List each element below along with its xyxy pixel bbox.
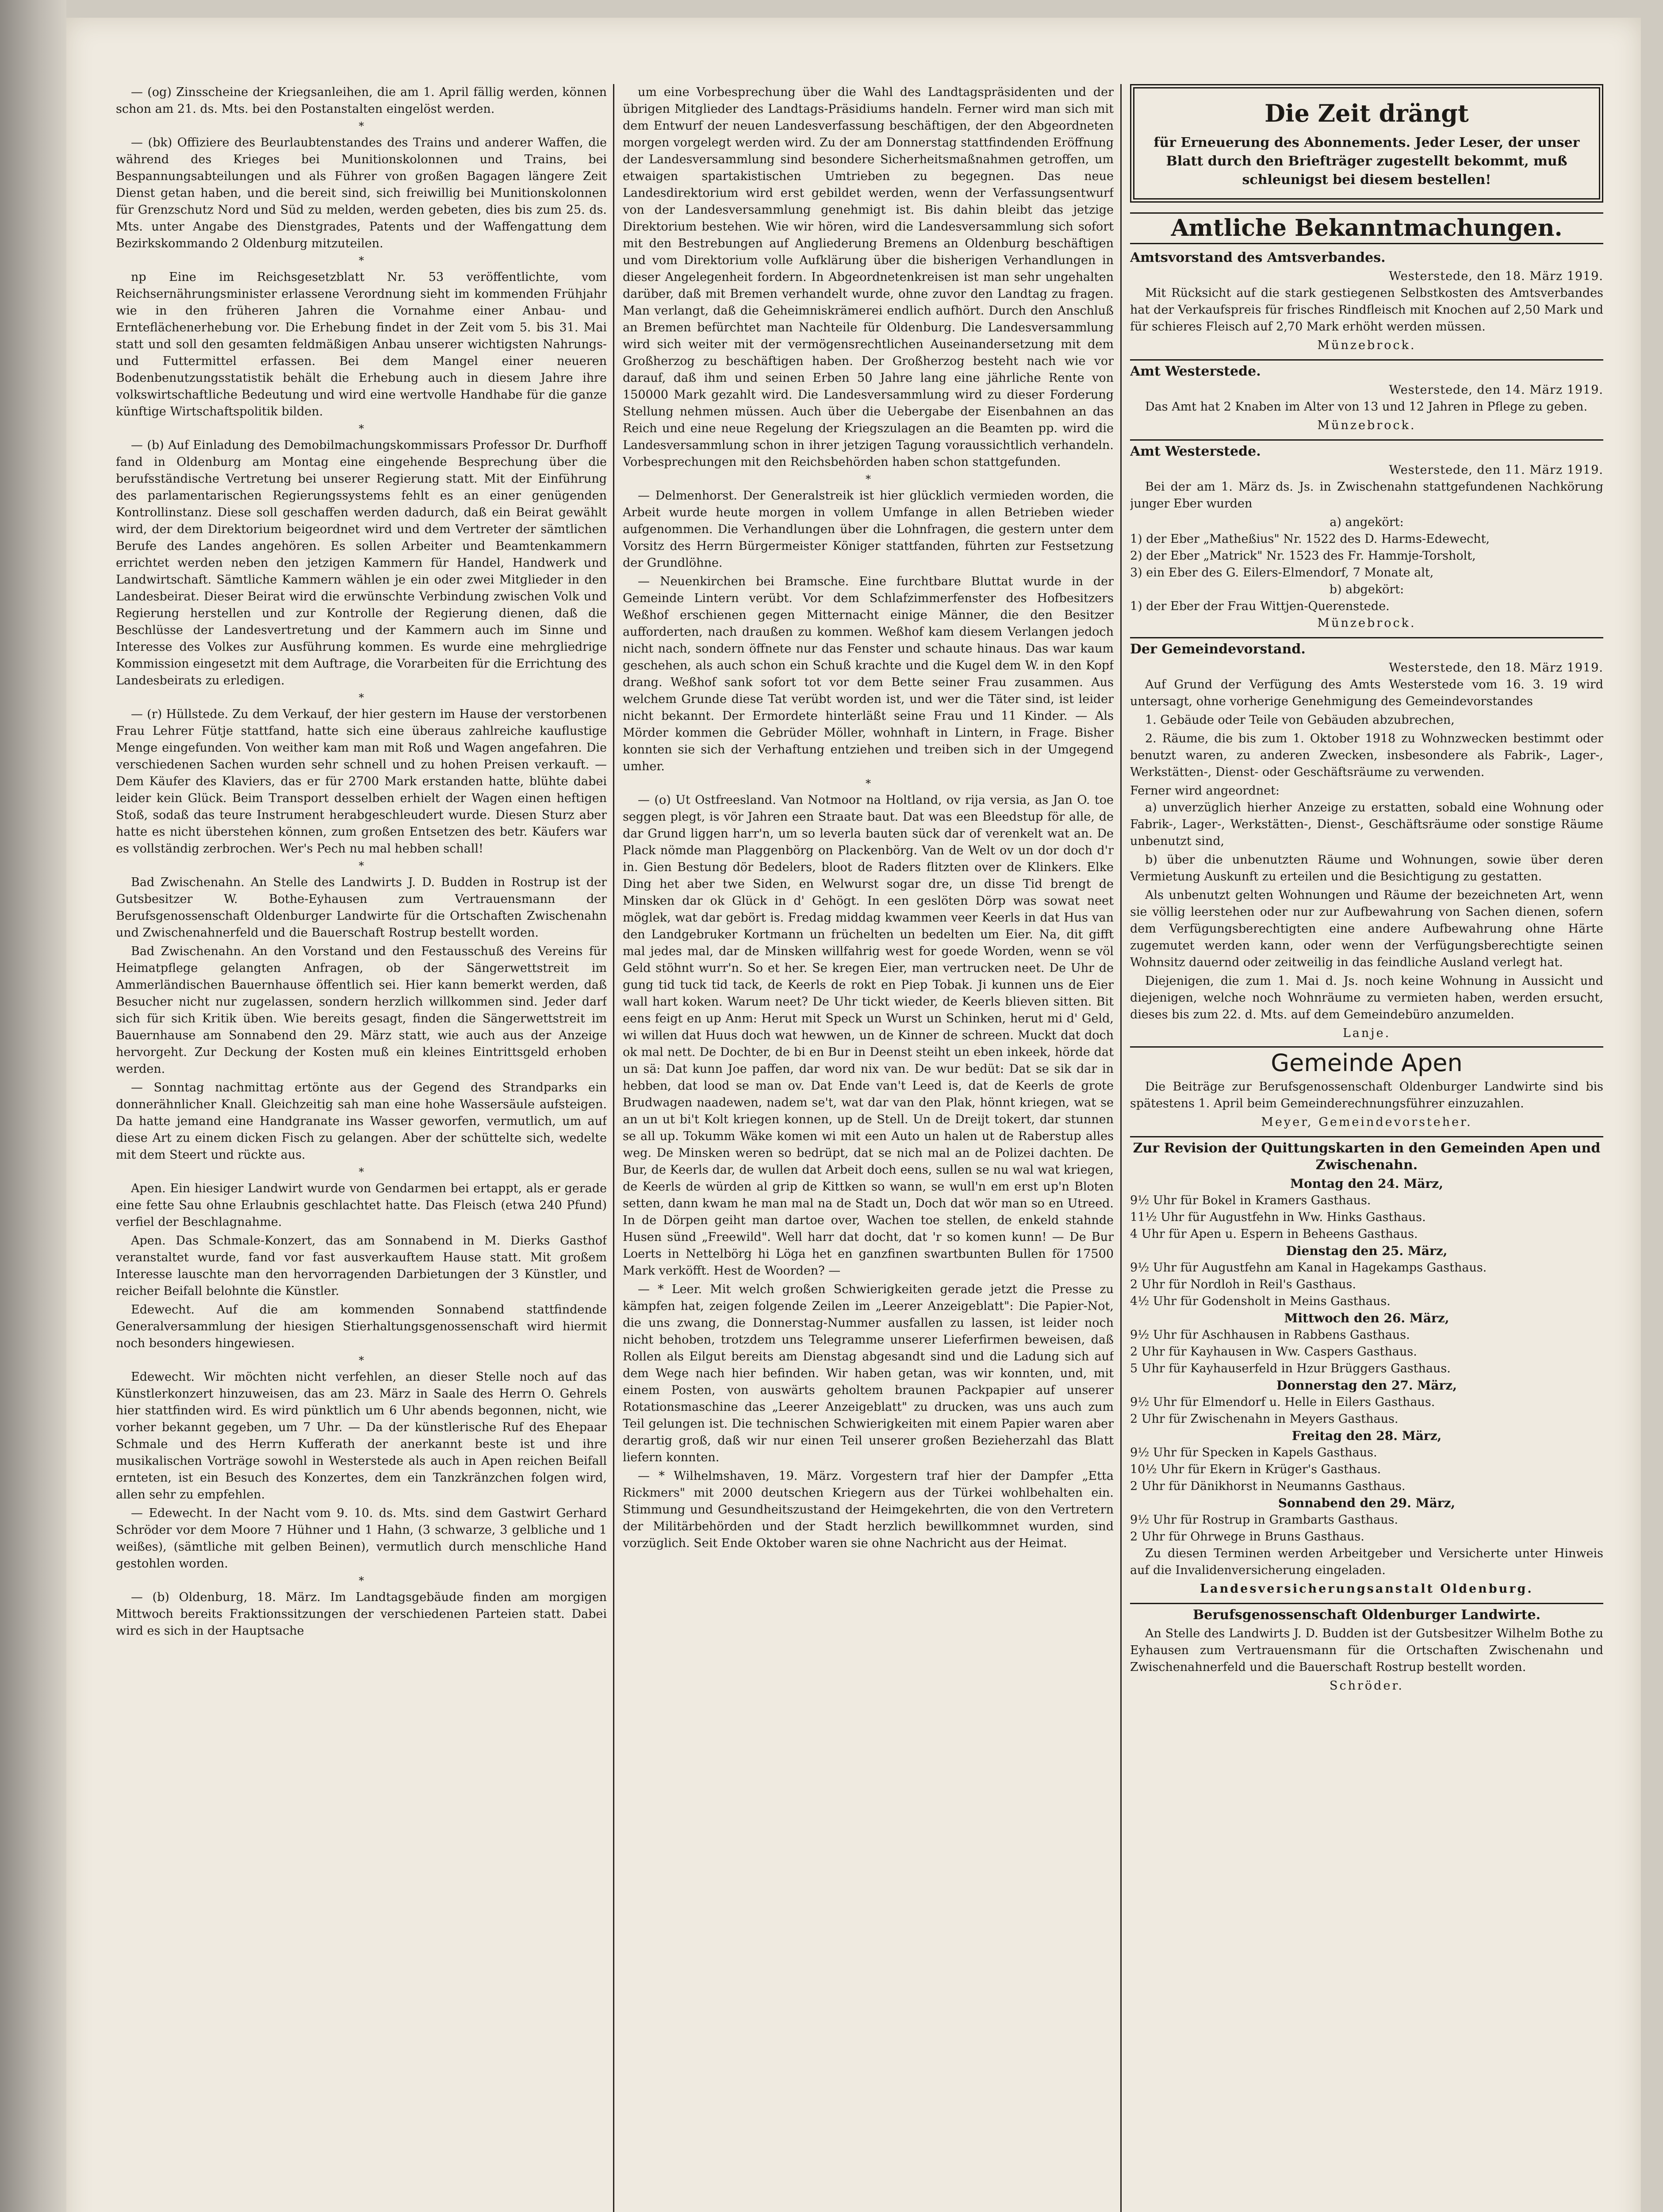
separator-asterisk: * (359, 120, 364, 132)
notice-item: a) angekört: (1330, 515, 1404, 529)
revision-day-title: Sonnabend den 29. März, (1278, 1496, 1456, 1510)
revision-line: 2 Uhr für Ohrwege in Bruns Gasthaus. (1130, 1530, 1364, 1544)
revision-line: 4½ Uhr für Godensholt in Meins Gasthaus. (1130, 1294, 1391, 1308)
column-3 (1130, 84, 1603, 2212)
revision-day-title: Mittwoch den 26. März, (1284, 1311, 1449, 1325)
separator-asterisk: * (866, 473, 871, 485)
notice-dateline: Westerstede, den 11. März 1919. (1389, 463, 1603, 477)
column-rule (1120, 84, 1122, 2212)
revision-day-title: Montag den 24. März, (1290, 1176, 1443, 1191)
berufsgenossenschaft-signature: Schröder. (1330, 1679, 1404, 1693)
article: Bad Zwischenahn. An den Vorstand und den Festausschuß des Vereins für Heimatpflege gelangten Anfragen, ob der Sängerwettstreit im Ammerländischen Bauernhause öffentlich sei. Hier kann bemerkt werden, daß Besucher nicht nur zugelassen, sondern herzlich willkommen sind. Jeder darf sich für sich Kritik üben. Wie bereits gesagt, finden die Sängerwettstreit im Bauernhause am Sonnabend den 29. März statt, wie auch aus der Anzeige hervorgeht. Zur Deckung der Kosten muß ein kleines Eintrittsgeld erhoben werden. (116, 945, 607, 1076)
notice-authority: Amtsvorstand des Amtsverbandes. (1130, 250, 1386, 265)
revision-line: 9½ Uhr für Rostrup in Grambarts Gasthaus. (1130, 1513, 1398, 1527)
notice-item: b) über die unbenutzten Räume und Wohnungen, sowie über deren Vermietung Auskunft zu erteilen und die Besichtigung zu gestatten. (1130, 853, 1603, 883)
notice-item: 1) der Eber „Matheßius" Nr. 1522 des D. Harms-Edewecht, (1130, 532, 1490, 546)
revision-day (1130, 1377, 1603, 1428)
column-2 (623, 84, 1114, 2212)
revision-signature: Landesversicherungsanstalt Oldenburg. (1200, 1582, 1533, 1596)
notice-signature: Münzebrock. (1317, 419, 1416, 432)
separator-asterisk: * (359, 691, 364, 704)
revision-line: 2 Uhr für Dänikhorst in Neumanns Gasthaus. (1130, 1479, 1406, 1493)
revision-line: 2 Uhr für Zwischenahn in Meyers Gasthaus. (1130, 1412, 1399, 1426)
separator-asterisk: * (359, 1575, 364, 1587)
revision-line: 9½ Uhr für Specken in Kapels Gasthaus. (1130, 1446, 1377, 1459)
article: Edewecht. Wir möchten nicht verfehlen, an dieser Stelle noch auf das Künstlerkonzert hinzuweisen, das am 23. März in Saale des Herrn O. Gehrels hier stattfinden wird. Es wird pünktlich um 6 Uhr abends begonnen, nicht, wie vorher bekannt gegeben, um 7 Uhr. — Da der künstlerische Ruf des Ehepaar Schmale und des Herrn Kufferath der anerkannt beste ist und ihre musikalischen Vorträge sowohl in Westerstede als auch in Apen reichen Beifall ernteten, ist ein Besuch des Konzertes, dem ein Tanzkränzchen folgen wird, allen sehr zu empfehlen. (116, 1370, 607, 1502)
revision-note: Zu diesen Terminen werden Arbeitgeber und Versicherte unter Hinweis auf die Invalidenversicherung eingeladen. (1130, 1547, 1603, 1577)
article: Bad Zwischenahn. An Stelle des Landwirts J. D. Budden in Rostrup ist der Gutsbesitzer W. Bothe-Eyhausen zum Vertrauensmann der Berufsgenossenschaft Oldenburger Landwirte für die Ortschaften Zwischenahn und Zwischenahnerfeld und die Bauerschaft Rostrup bestellt worden. (116, 876, 607, 940)
revision-line: 10½ Uhr für Ekern in Krüger's Gasthaus. (1130, 1463, 1381, 1476)
notice-body: Das Amt hat 2 Knaben im Alter von 13 und 12 Jahren in Pflege zu geben. (1145, 400, 1588, 414)
revision-line: 9½ Uhr für Bokel in Kramers Gasthaus. (1130, 1194, 1371, 1207)
revision-day-title: Donnerstag den 27. März, (1276, 1378, 1457, 1393)
notice-item: 1) der Eber der Frau Wittjen-Querenstede. (1130, 599, 1390, 613)
revision-day (1130, 1243, 1603, 1310)
notice-dateline: Westerstede, den 14. März 1919. (1389, 383, 1603, 397)
gemeinde-apen-heading: Gemeinde Apen (1130, 1046, 1603, 1079)
revision-line: 2 Uhr für Kayhausen in Ww. Caspers Gasthaus. (1130, 1345, 1417, 1359)
notice-item: 1. Gebäude oder Teile von Gebäuden abzubrechen, (1145, 713, 1455, 727)
notice-authority: Amt Westerstede. (1130, 439, 1603, 460)
notice-item: Diejenigen, die zum 1. Mai d. Js. noch keine Wohnung in Aussicht und diejenigen, welche noch Wohnräume zu vermieten haben, werden ersucht, dieses bis zum 22. d. Mts. auf dem Gemeindebüro anzumelden. (1130, 974, 1603, 1022)
revision-line: 4 Uhr für Apen u. Espern in Beheens Gasthaus. (1130, 1227, 1418, 1241)
notice-body: Bei der am 1. März ds. Js. in Zwischenahn stattgefundenen Nachkörung junger Eber wurden (1130, 480, 1603, 511)
notice-body: Mit Rücksicht auf die stark gestiegenen Selbstkosten des Amtsverbandes hat der Verkaufspreis für frisches Rindfleisch mit Knochen auf 2,50 Mark und für schieres Fleisch auf 2,70 Mark erhöht werden müssen. (1130, 286, 1603, 334)
revision-line: 9½ Uhr für Elmendorf u. Helle in Eilers Gasthaus. (1130, 1395, 1435, 1409)
article: np Eine im Reichsgesetzblatt Nr. 53 veröffentlichte, vom Reichsernährungsminister erlassene Verordnung sieht im kommenden Frühjahr wie in den früheren Jahren die Vornahme einer Anbau- und Ernteflächenerhebung vor. Die Erhebung findet in der Zeit vom 5. bis 31. Mai statt und soll den gesamten feldmäßigen Anbau unserer wichtigsten Nahrungs- und Futtermittel erfassen. Bei dem Mangel einer neueren Bodenbenutzungsstatistik behält die Erhebung auch in diesem Jahre ihre volkswirtschaftliche Bedeutung und wird eine wertvolle Handhabe für die ganze künftige Wirtschaftspolitik bilden. (116, 270, 607, 419)
official-announcements-heading: Amtliche Bekanntmachungen. (1130, 212, 1603, 244)
gemeinde-apen-body: Die Beiträge zur Berufsgenossenschaft Oldenburger Landwirte sind bis spätestens 1. April beim Gemeinderechnungsführer einzuzahlen. (1130, 1080, 1603, 1110)
official-notice (1130, 359, 1603, 434)
notice-dateline: Westerstede, den 18. März 1919. (1389, 269, 1603, 283)
article: Apen. Ein hiesiger Landwirt wurde von Gendarmen bei ertappt, als er gerade eine fette Sau ohne Erlaubnis geschlachtet hatte. Das Fleisch (etwa 240 Pfund) verfiel der Beschlagnahme. (116, 1182, 607, 1229)
separator-asterisk: * (359, 254, 364, 267)
notice-authority: Amt Westerstede. (1130, 359, 1603, 380)
notice-signature: Münzebrock. (1317, 616, 1416, 630)
notice-item: Als unbenutzt gelten Wohnungen und Räume der bezeichneten Art, wenn sie völlig leerstehen oder nur zur Aufbewahrung von Sachen dienen, sofern dem Verfügungsberechtigten eine andere Aufbewahrung ohne Härte zugemutet werden kann, oder wenn der Verfügungsberechtigte seinen Wohnsitz dauernd oder zeitweilig in das feindliche Ausland verlegt hat. (1130, 888, 1603, 969)
article: Apen. Das Schmale-Konzert, das am Sonnabend in M. Dierks Gasthof veranstaltet wurde, fand vor fast ausverkauftem Hause statt. Mit großem Interesse lauschte man den hervorragenden Darbietungen der 3 Künstler, und reicher Beifall belohnte die Künstler. (116, 1234, 607, 1298)
revision-day (1130, 1175, 1603, 1243)
article: — (b) Auf Einladung des Demobilmachungskommissars Professor Dr. Durfhoff fand in Oldenburg am Montag eine eingehende Besprechung über die berufsständische Vertretung bei unserer Regierung statt. Mit der Einführung des parlamentarischen Regierungssystems fehlt es an einer genügenden Kontrollinstanz. Diese soll geschaffen werden dadurch, daß ein Beirat gewählt wird, der dem Direktorium beigeordnet wird und dem Vertreter der sämtlichen Berufe des Landes angehören. Es sollen Arbeiter und Beamtenkammern errichtet werden neben den jetzigen Kammern für Handel, Handwerk und Landwirtschaft. Sämtliche Kammern wählen je ein oder zwei Mitglieder in den Landesbeirat. Dieser Beirat wird die erwünschte Verbindung zwischen Volk und Regierung herstellen und zur Kontrolle der Regierung dienen, daß die Beschlüsse der Landesvertretung und der Kammern auch im Sinne und Interesse des Volkes zur Ausführung kommen. Es wurde eine mehrgliedrige Kommission eingesetzt mit dem Auftrage, die Vorarbeiten für die Errichtung des Landesbeirats zu erledigen. (116, 438, 607, 687)
book-binding-edge (0, 0, 66, 2212)
article: — Neuenkirchen bei Bramsche. Eine furchtbare Bluttat wurde in der Gemeinde Lintern verübt. Vor dem Schlafzimmerfenster des Hofbesitzers Weßhof erschienen gegen Mitternacht einige Männer, die den Besitzer aufforderten, nach draußen zu kommen. Weßhof kam diesem Verlangen jedoch nicht nach, sondern öffnete nur das Fenster und schaute hinaus. Das war kaum geschehen, als auch schon ein Schuß krachte und die Kugel dem W. in den Kopf drang. Weßhof sank sofort tot vor dem Bette seiner Frau zusammen. Aus welchem Grunde diese Tat verübt worden ist, und wer die Täter sind, ist leider nicht bekannt. Der Ermordete hinterläßt seine Frau und 11 Kinder. — Als Mörder kommen die Gebrüder Möller, wohnhaft in Lintern, in Frage. Bisher konnten sie sich der Verhaftung entziehen und treiben sich in der Umgegend umher. (623, 575, 1114, 773)
separator-asterisk: * (359, 422, 364, 435)
revision-day-title: Freitag den 28. März, (1291, 1429, 1442, 1443)
notice-item: 2) der Eber „Matrick" Nr. 1523 des Fr. Hammje-Torsholt, (1130, 549, 1476, 563)
article: — * Leer. Mit welch großen Schwierigkeiten gerade jetzt die Presse zu kämpfen hat, zeigen folgende Zeilen im „Leerer Anzeigeblatt": Die Papier-Not, die uns zwang, die Donnerstag-Nummer ausfallen zu lassen, ist leider noch nicht behoben, trotzdem uns Telegramme unserer Lieferfirmen beweisen, daß Rollen als Eilgut bereits am Dienstag abgesandt sind und die Ladung sich auf dem Wege nach hier befinden. Wir haben getan, was wir konnten, und, mit einem Posten, von auswärts geholtem braunen Packpapier auf unserer Rotationsmaschine das „Leerer Anzeigeblatt" zu drucken, was uns auch zum Teil gelungen ist. Die technischen Schwierigkeiten mit einem Papier waren aber derartig groß, daß wir nur einen Teil unserer großen Bezieherzahl das Blatt liefern konnten. (623, 1283, 1114, 1464)
revision-day (1130, 1428, 1603, 1495)
article: — (r) Hüllstede. Zu dem Verkauf, der hier gestern im Hause der verstorbenen Frau Lehrer Fütje stattfand, hatte sich eine überaus zahlreiche kauflustige Menge eingefunden. Von weither kam man mit Roß und Wagen angefahren. Die verschiedenen Sachen wurden sehr schnell und zu hohen Preisen verkauft. — Dem Käufer des Klaviers, das er für 2700 Mark erstanden hatte, blühte dabei leider kein Glück. Beim Transport desselben erhielt der Wagen einen heftigen Stoß, sodaß das teure Instrument herabgeschleudert wurde. Diesen Sturz aber hatte es nicht überstehen können, zum großen Entsetzen des betr. Käufers war es vollständig zerbrochen. Wer's Pech nu mal hebben schall! (116, 707, 607, 856)
article: — Edewecht. In der Nacht vom 9. 10. ds. Mts. sind dem Gastwirt Gerhard Schröder vor dem Moore 7 Hühner und 1 Hahn, (3 schwarze, 3 gelbliche und 1 weißes), (sämtliche mit gelben Beinen), vermutlich durch menschliche Hand gestohlen worden. (116, 1506, 607, 1571)
separator-asterisk: * (359, 860, 364, 872)
separator-asterisk: * (359, 1166, 364, 1178)
notice-text: für Erneuerung des Abonnements. Jeder Leser, der unser Blatt durch den Briefträger zugestellt bekommt, muß schleunigst bei diesem bestellen! (1153, 135, 1580, 188)
notice-item: a) unverzüglich hierher Anzeige zu erstatten, sobald eine Wohnung oder Fabrik-, Lager-, Werkstätten-, Dienst-, Geschäftsräume oder sonstige Räume unbenutzt sind, (1130, 801, 1603, 848)
berufsgenossenschaft-heading: Berufsgenossenschaft Oldenburger Landwirte. (1130, 1603, 1603, 1624)
revision-day-title: Dienstag den 25. März, (1286, 1244, 1448, 1258)
article: — (bk) Offiziere des Beurlaubtenstandes des Trains und anderer Waffen, die während des Krieges bei Munitionskolonnen und Trains, bei Bespannungsabteilungen und als Führer von großen Bagagen längere Zeit Dienst getan haben, und die bereit sind, sich freiwillig bei Munitionskolonnen für Grenzschutz Nord und Süd zu melden, werden gebeten, dies bis zum 25. ds. Mts. unter Angabe des Dienstgrades, Patents und der Waffengattung dem Bezirkskommando 2 Oldenburg mitzuteilen. (116, 136, 607, 250)
gemeinde-apen-signature: Meyer, Gemeindevorsteher. (1261, 1115, 1472, 1129)
notice-signature: Lanje. (1342, 1026, 1391, 1040)
official-notice (1130, 439, 1603, 632)
article: — Sonntag nachmittag ertönte aus der Gegend des Strandparks ein donnerähnlicher Knall. Gleichzeitig sah man eine hohe Wassersäule aufsteigen. Da hatte jemand eine Handgranate ins Wasser geworfen, vermutlich, um auf diese Art zu einem dicken Fisch zu gelangen. Aber der schüttelte sich, wedelte mit dem Steert und rückte aus. (116, 1081, 607, 1162)
official-notice (1130, 250, 1603, 354)
revision-day (1130, 1495, 1603, 1545)
article: Edewecht. Auf die am kommenden Sonnabend stattfindende Generalversammlung der hiesigen Stierhaltungsgenossenschaft wird hiermit noch besonders hingewiesen. (116, 1303, 607, 1350)
notice-item: 2. Räume, die bis zum 1. Oktober 1918 zu Wohnzwecken bestimmt oder benutzt waren, zu anderen Zwecken, insbesondere als Fabrik-, Lager-, Werkstätten-, Dienst- oder Geschäftsräume zu verwenden. (1130, 732, 1603, 779)
notice-title: Die Zeit drängt (1264, 99, 1469, 127)
revision-line: 5 Uhr für Kayhauserfeld in Hzur Brüggers Gasthaus. (1130, 1362, 1451, 1375)
notice-item: b) abgekört: (1329, 583, 1404, 596)
official-notice (1130, 637, 1603, 1042)
notice-dateline: Westerstede, den 18. März 1919. (1389, 661, 1603, 675)
berufsgenossenschaft-body: An Stelle des Landwirts J. D. Budden ist der Gutsbesitzer Wilhelm Bothe zu Eyhausen zum Vertrauensmann für die Ortschaften Zwischenahn und Zwischenahnerfeld und die Bauerschaft Rostrup bestellt worden. (1130, 1627, 1603, 1674)
notice-body: Auf Grund der Verfügung des Amts Westerstede vom 16. 3. 19 wird untersagt, ohne vorherige Genehmigung des Gemeindevorstandes (1130, 678, 1603, 708)
article: — (o) Ut Ostfreesland. Van Notmoor na Holtland, ov rija versia, as Jan O. toe seggen plegt, is vör Jahren een Straate baut. Dat was een Bleedstup för alle, de dar Grund liggen harr'n, um so leverla bauten sück dar of verenkelt wat an. De Plack nömde man Plaggenbörg on Plackenbörg. Van de Welt ov un dor doch d'r in. Gien Bestung dör Bedelers, bloot de Raders flitzten over de Klinkers. Elke Ding het aber twe Siden, en Welwurst sogar dre, un disse Tid brengt de Minsken dar ok Glück in d' Gehögt. In een geslöten Dörp was sowat neet möglek, wat dar gebört is. Fredag middag kwammen veer Keerls in dat Hus van den Landgebruker Kortmann un früchelten un bedelten um Eier. Na, dit gifft mal jedes mal, dar de Minsken willfahrig west for goede Worden, wenn se völ Geld stöhnt wurr'n. So et her. Se kregen Eier, man vertrucken neet. De Uhr de gung tid tuck tid tack, de Keerls de rokt en Piep Tobak. Ji kunnen uns de Eier wall hart koken. Warum neet? De Uhr tickt wieder, de Keerls blieven sitten. Bit eens feigt en up Anm: Herut mit Speck un Wurst un Schinken, herut mi d' Geld, wi willen dat Huus doch wat hewwen, un de Kinner de schreen. Muckt dat doch ok mal nett. De Dochter, de bi en Bur in Deenst steiht un eben inkeek, hörde dat un sä: Dat kunn Joe paffen, dar word nix van. De wur bedüt: Dat se sik dar in hebben, dat lood se man ov. Dat Ende van't Leed is, dat de Keerls de grote Brudwagen naadewen, nadem se't, wat dar van den Plak, hönnt kriegen, wat se an un ut bi't Kolt kriegen konnen, up de Stell. Un de Dreijt tokert, dar stunnen se all up. Tokumm Wäke komen wi mit een Auto un halen ut de Raberstup alles weg. De Minsken weren so bedrüpt, dat se nich mal an de Polizei dachten. De Bur, de Keerls dar, de wullen dat Arbeit doch eens, sullen se nu wal wat kriegen, de Keerls de würden al grip de Kittken so wann, se wull'n em erst up'n Bloten setten, dann kwam he man mal na de Stadt un, Doch dat wör man so en Utreed. In de Dörpen geiht man dartoe over, Wachen toe stellen, de enkeld stahnde Husen sünd „Freewild". Well harr dat docht, dat 'r so komen kunn! — De Bur Loerts in Nettelbörg hi Löga het en ganzfinen swartbunten Bullen för 17500 Mark verköfft. Hest de Woorden? — (623, 793, 1114, 1278)
revision-day (1130, 1310, 1603, 1377)
column-rule (613, 84, 614, 2212)
notice-authority: Der Gemeindevorstand. (1130, 637, 1603, 658)
notice-item: Ferner wird angeordnet: (1130, 784, 1280, 798)
article: um eine Vorbesprechung über die Wahl des Landtagspräsidenten und der übrigen Mitglieder des Landtags-Präsidiums handeln. Ferner wird man sich mit dem Entwurf der neuen Landesverfassung beschäftigen, der den Abgeordneten morgen vorgelegt werden wird. Zu der am Donnerstag stattfindenden Eröffnung der Landesversammlung sind besondere Sicherheitsmaßnahmen getroffen, um etwaigen spartakistischen Umtrieben zu begegnen. Das neue Landesdirektorium wird erst gebildet werden, wenn der Verfassungsentwurf von der Landesversammlung genehmigt ist. Bis dahin bleibt das jetzige Direktorium bestehen. Wie wir hören, wird die Landesversammlung sich sofort mit den Bestrebungen auf Angliederung Bremens an Oldenburg beschäftigen und vom Direktorium volle Aufklärung über die bisherigen Verhandlungen in dieser Angelegenheit fordern. In Abgeordnetenkreisen ist man sehr ungehalten darüber, daß mit Bremen verhandelt wurde, ohne zuvor den Landtag zu fragen. Man verlangt, daß die Geheimniskrämerei endlich aufhört. Durch den Anschluß an Bremen befürchtet man Nachteile für Oldenburg. Die Landesversammlung wird sich weiter mit der vermögensrechtlichen Auseinandersetzung mit dem Großherzog zu beschäftigen haben. Der Großherzog besteht nach wie vor darauf, daß ihm und seinen Erben 50 Jahre lang eine jährliche Rente von 150000 Mark gezahlt wird. Die Landesversammlung wird zu dieser Forderung Stellung nehmen müssen. Auch über die Uebergabe der Eisenbahnen an das Reich und eine neue Regelung der Kriegszulagen an die Beamten pp. wird die Landesversammlung schon in ihrer jetzigen Tagung voraussichtlich verhandeln. Vorbesprechungen mit den Reichsbehörden haben schon stattgefunden. (623, 85, 1114, 469)
article: — (og) Zinsscheine der Kriegsanleihen, die am 1. April fällig werden, können schon am 21. ds. Mts. bei den Postanstalten eingelöst werden. (116, 85, 607, 116)
revision-line: 9½ Uhr für Aschhausen in Rabbens Gasthaus. (1130, 1328, 1410, 1342)
article: — * Wilhelmshaven, 19. März. Vorgestern traf hier der Dampfer „Etta Rickmers" mit 2000 deutschen Kriegern aus der Türkei wohlbehalten ein. Stimmung und Gesundheitszustand der Heimgekehrten, die von den Vertretern der Militärbehörden und der Stadt herzlich bewillkommnet wurden, sind vorzüglich. Seit Ende Oktober waren sie ohne Nachricht aus der Heimat. (623, 1469, 1114, 1550)
revision-line: 2 Uhr für Nordloh in Reil's Gasthaus. (1130, 1278, 1356, 1291)
notice-signature: Münzebrock. (1317, 338, 1416, 352)
notice-item: 3) ein Eber des G. Eilers-Elmendorf, 7 Monate alt, (1130, 566, 1434, 580)
separator-asterisk: * (866, 777, 871, 790)
revision-line: 11½ Uhr für Augustfehn in Ww. Hinks Gasthaus. (1130, 1210, 1426, 1224)
revision-line: 9½ Uhr für Augustfehn am Kanal in Hagekamps Gasthaus. (1130, 1261, 1487, 1275)
article: — (b) Oldenburg, 18. März. Im Landtagsgebäude finden am morgigen Mittwoch bereits Fraktionssitzungen der verschiedenen Parteien statt. Dabei wird es sich in der Hauptsache (116, 1590, 607, 1638)
column-1 (116, 84, 607, 2212)
article: — Delmenhorst. Der Generalstreik ist hier glücklich vermieden worden, die Arbeit wurde heute morgen in vollem Umfange in allen Betrieben wieder aufgenommen. Die Verhandlungen über die Lohnfragen, die gestern unter dem Vorsitz des Herrn Bürgermeister Königer stattfanden, führten zur Festsetzung der Grundlöhne. (623, 489, 1114, 570)
revision-heading: Zur Revision der Quittungskarten in den Gemeinden Apen und Zwischenahn. (1130, 1136, 1603, 1174)
subscription-notice-box (1130, 84, 1603, 203)
separator-asterisk: * (359, 1354, 364, 1367)
